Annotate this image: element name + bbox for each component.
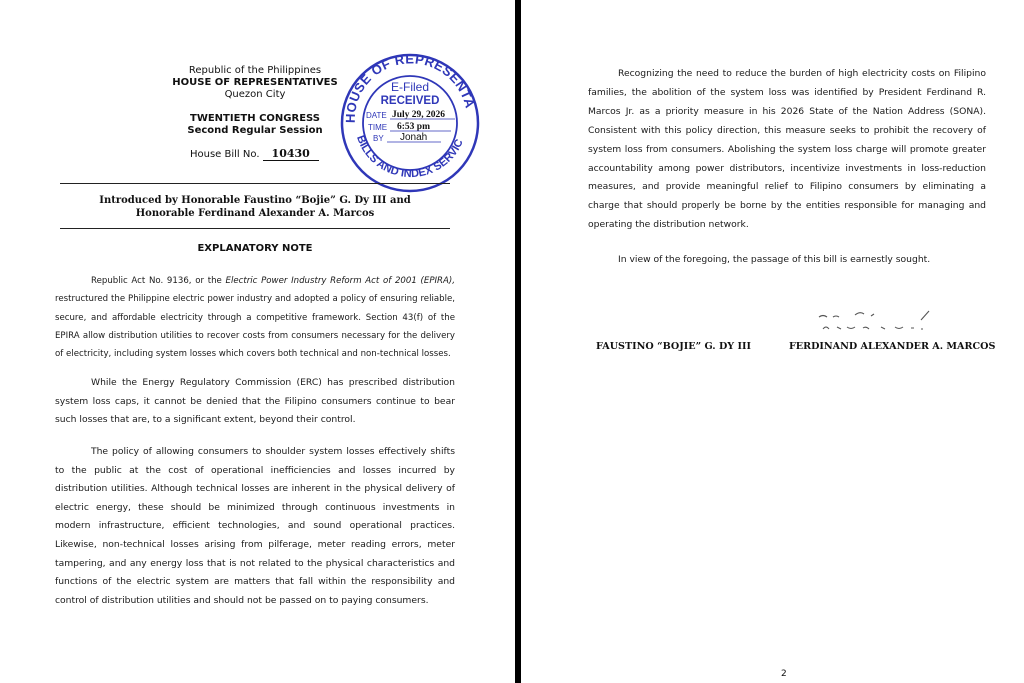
signature-mark [811, 305, 951, 335]
paragraph-3: The policy of allowing consumers to shoulder system losses effectively shifts to the public at the cost of operational inefficiencies and losses incurred by distribution utilities. Although technical losses are inherent in the physical delivery of electric energy, these should be minimized through continuous investments in modern infrastructure, efficient technologies, and sound operational practices. Likewise, non-technical losses arising from pilferage, meter reading errors, meter tampering, and any energy loss that is not related to the physical characteristics and functions of the electric system are matters that fall within the responsibility and control of distribution utilities and should not be passed on to paying consumers. [55, 446, 455, 606]
paragraph-1-rest: restructured the Philippine electric power industry and adopted a policy of ensuring reliable, secure, and affordable electricity through a competitive framework. Section 43(f) of the EPIRA allow distribution utilities to recover costs from consumers necessary for the delivery of electricity, including system losses which covers both technical and non-technical losses. [55, 294, 455, 360]
header-republic: Republic of the Philippines [188, 65, 322, 76]
paragraph-1-intro: Republic Act No. 9136, or the [91, 276, 226, 286]
stamp-time-label: TIME [368, 123, 388, 132]
introduced-line-1: Introduced by Honorable Faustino “Bojie” G. Dy III and [99, 195, 411, 206]
header-congress: TWENTIETH CONGRESS [190, 113, 320, 124]
introduced-line-2: Honorable Ferdinand Alexander A. Marcos [135, 207, 375, 219]
right-paragraph-1: Recognizing the need to reduce the burden of high electricity costs on Filipino families, the abolition of the system loss was identified by President Ferdinand R. Marcos Jr. as a priority measure in his 2026 State of the Nation Address (SONA). Consistent with this policy direction, this measure seeks to prohibit the recovery of system loss from consumers. Abolishing the system loss charge will promote greater accountability among power distributors, incentivize investments in loss-reduction measures, and provide meaningful relief to Filipino consumers by eliminating a charge that should properly be borne by the entities responsible for managing and operating the distribution network. [588, 68, 986, 231]
stamp-efiled: E-Filed [390, 80, 430, 94]
stamp-by-label: BY [373, 134, 384, 143]
right-paragraph-2: In view of the foregoing, the passage of this bill is earnestly sought. [618, 254, 931, 265]
stamp-ring-bottom: BILLS AND INDEX SERVIC [354, 133, 466, 181]
right-document-page [521, 0, 1024, 683]
introduced-by [60, 195, 450, 220]
explanatory-note-title: EXPLANATORY NOTE [197, 243, 313, 254]
stamp-by-value: Jonah [400, 132, 428, 143]
header-divider-top [60, 183, 450, 184]
stamp-date-value: July 29, 2026 [392, 110, 446, 120]
signatory-marcos: FERDINAND ALEXANDER A. MARCOS [789, 341, 996, 352]
header-session: Second Regular Session [187, 125, 323, 136]
bill-label: House Bill No. [190, 149, 260, 160]
received-stamp [335, 45, 485, 195]
header-house: HOUSE OF REPRESENTATIVES [172, 77, 338, 88]
epira-title: Electric Power Industry Reform Act of 2001 (EPIRA), [225, 276, 455, 286]
paragraph-2: While the Energy Regulatory Commission (ERC) has prescribed distribution system loss caps, it cannot be denied that the Filipino consumers continue to bear such losses that are, to a significant extent, beyond their control. [55, 377, 455, 425]
stamp-ring-top: HOUSE OF REPRESENTA [342, 51, 478, 124]
stamp-time-value: 6:53 pm [397, 122, 430, 132]
header-divider-bottom [60, 228, 450, 229]
stamp-received: RECEIVED [380, 95, 440, 107]
bill-number: 10430 [263, 147, 319, 161]
page-number: 2 [781, 669, 787, 679]
stamp-date-label: DATE [366, 111, 387, 120]
signatory-dy: FAUSTINO “BOJIE” G. DY III [596, 341, 751, 352]
bill-number-line [190, 147, 319, 161]
received-stamp-graphic [335, 45, 485, 195]
header-city: Quezon City [224, 89, 286, 100]
paragraph-1 [55, 272, 455, 363]
